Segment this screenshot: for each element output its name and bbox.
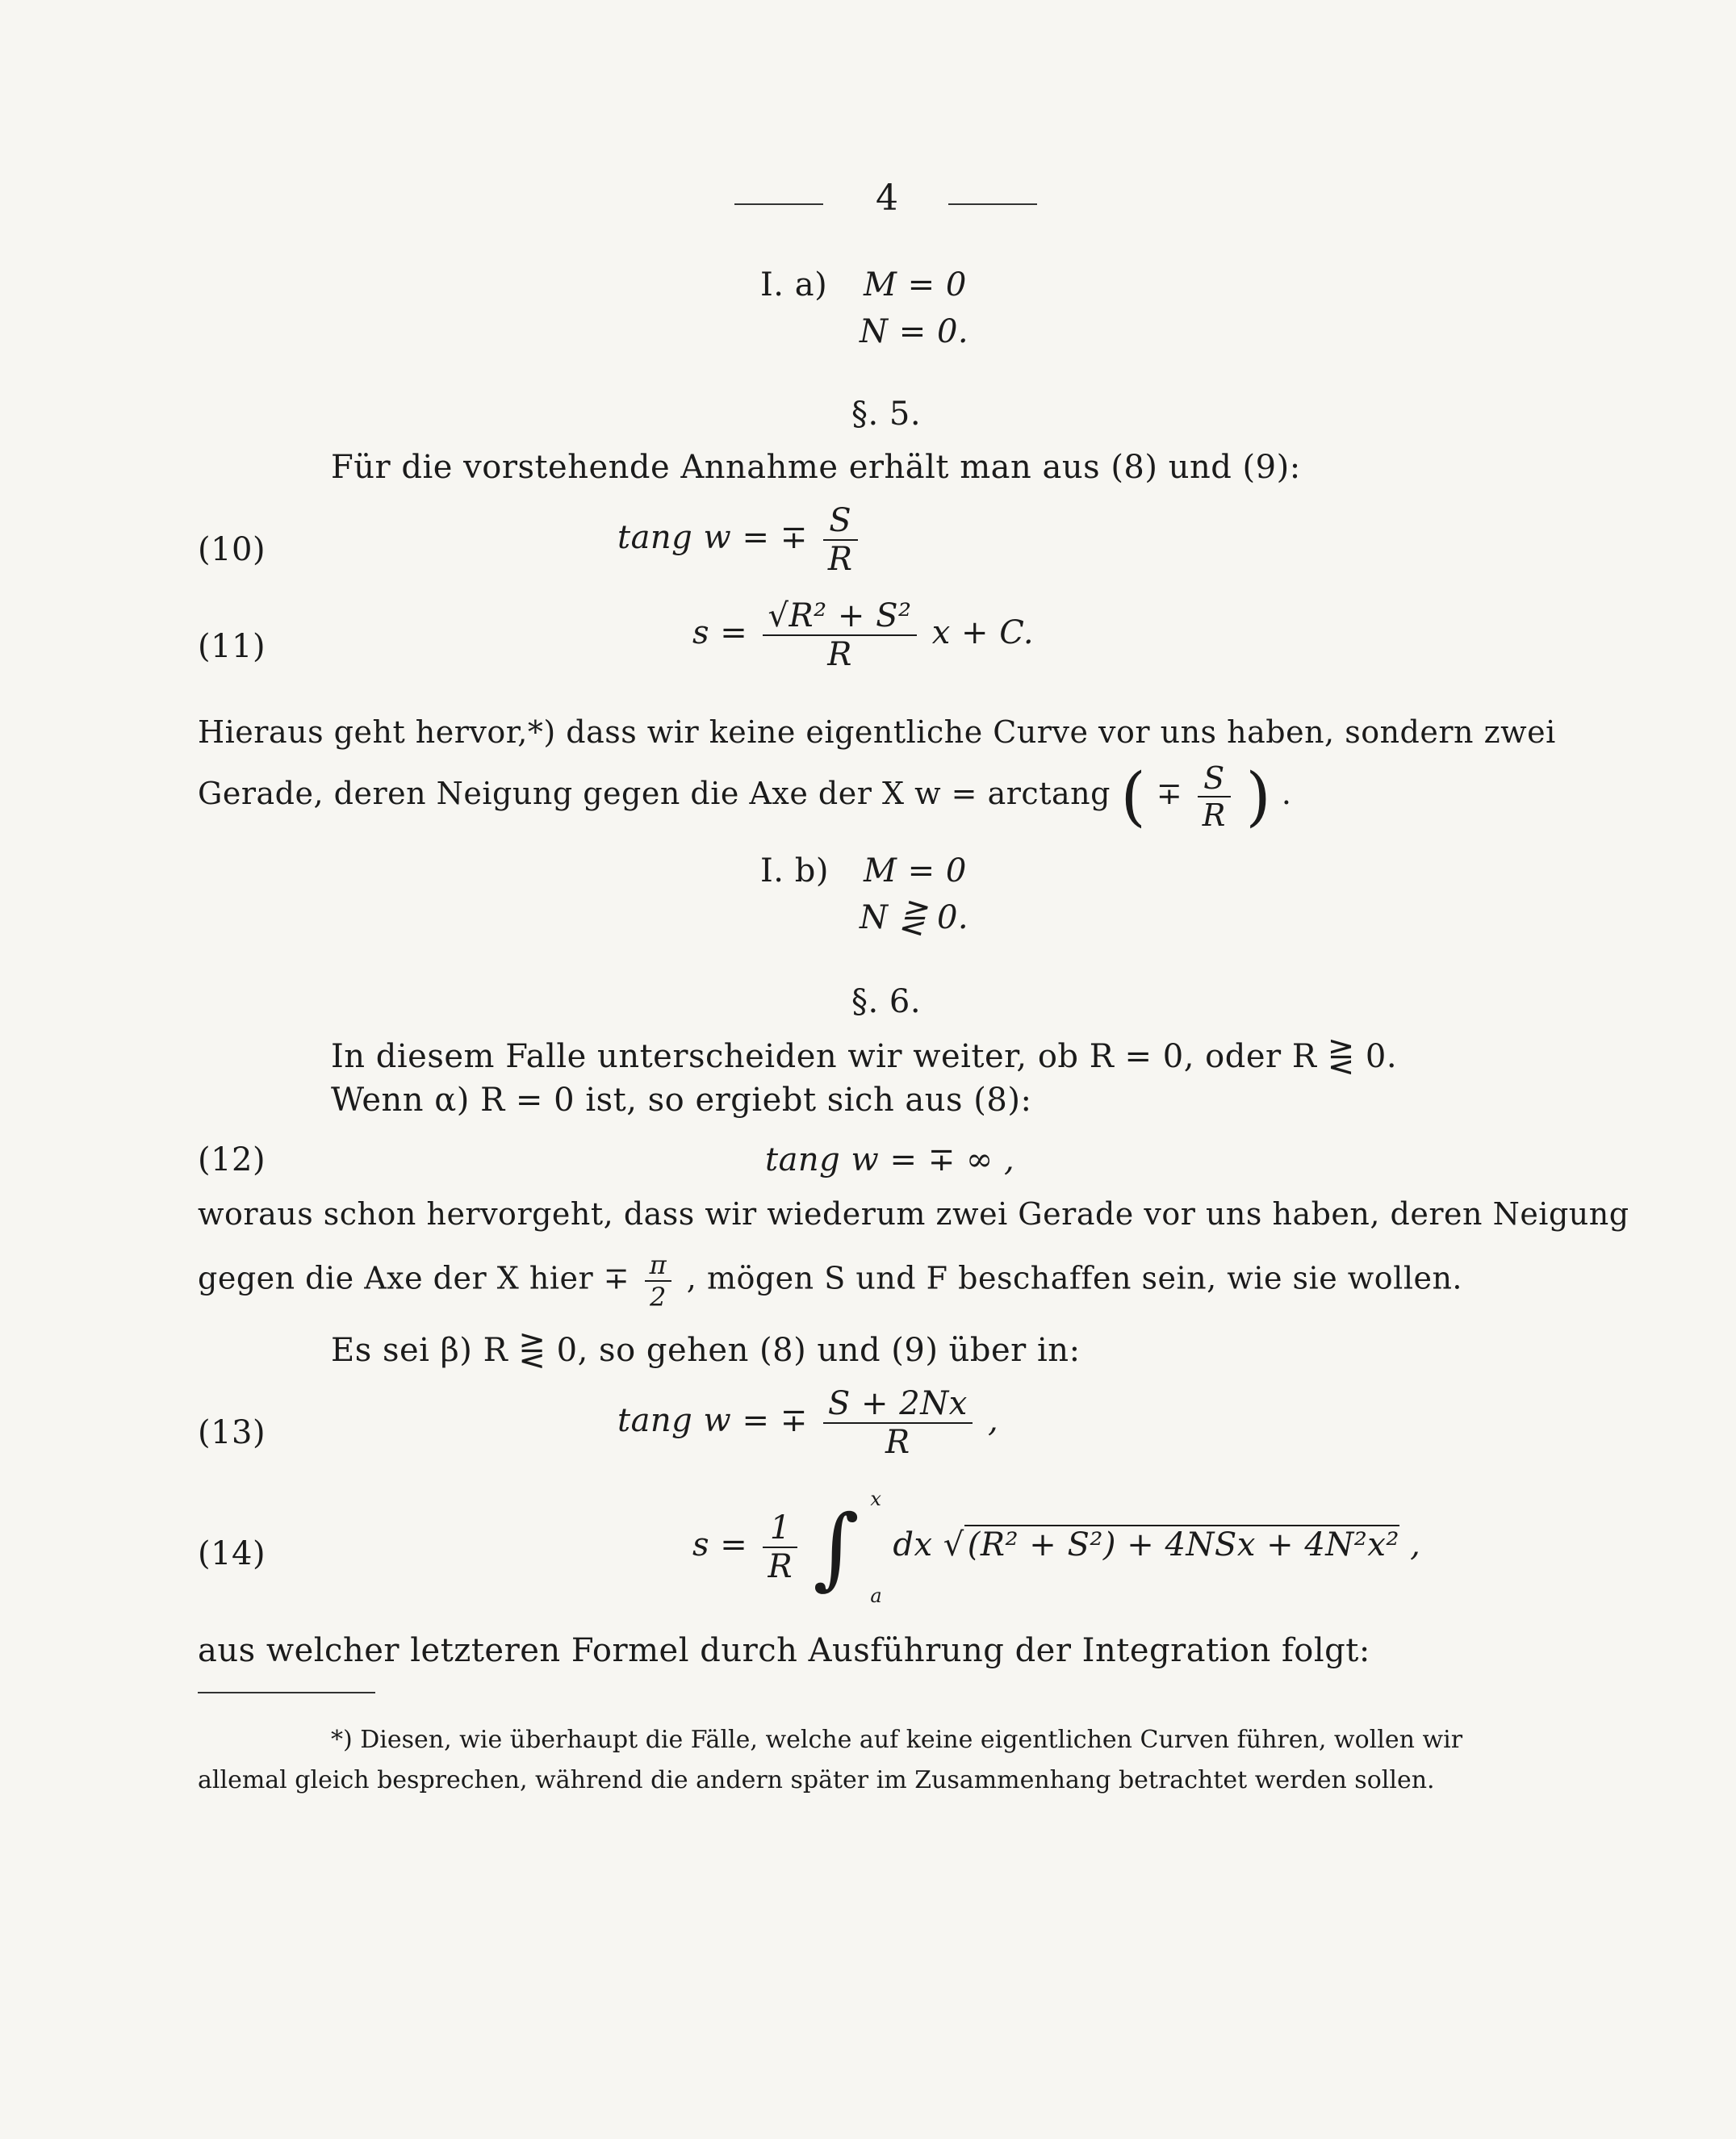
eq-11-lhs: s = xyxy=(692,614,748,651)
close-paren: ) xyxy=(1245,759,1272,834)
eq-10 xyxy=(617,502,863,578)
eq-14-num: 1 xyxy=(763,1509,797,1548)
paragraph-2-fraction xyxy=(645,1249,672,1312)
section-5-intro: Für die vorstehende Annahme erhält man aus (8) und (9): xyxy=(331,449,1301,486)
sqrt-sign: √ xyxy=(943,1526,964,1563)
paragraph-1-sign: ∓ xyxy=(1156,776,1183,811)
paragraph-2-line-2b: , mögen S und F beschaffen sein, wie sie wollen. xyxy=(686,1260,1463,1296)
paragraph-1-line-2-text: Gerade, deren Neigung gegen die Axe der X w = arctang xyxy=(198,776,1111,811)
eq-10-fraction xyxy=(823,502,858,578)
eq-14 xyxy=(692,1489,1420,1605)
paragraph-2-line-2 xyxy=(198,1249,1462,1312)
case-1a-label: I. a) xyxy=(760,266,828,303)
eq-11-den: R xyxy=(827,636,852,673)
integral-sign: ∫ xyxy=(813,1496,860,1599)
eq-14-number: (14) xyxy=(198,1535,266,1572)
eq-13-den: R xyxy=(885,1424,910,1461)
integral-upper-limit: x xyxy=(870,1488,882,1510)
paragraph-2-line-2a: gegen die Axe der X hier ∓ xyxy=(198,1260,630,1296)
paragraph-1-line-1: Hieraus geht hervor,*) dass wir keine eigentliche Curve vor uns haben, sondern zwei xyxy=(198,714,1556,750)
eq-12-number: (12) xyxy=(198,1141,266,1178)
eq-11-num: √R² + S² xyxy=(763,597,916,636)
footnote-rule xyxy=(198,1692,375,1693)
case-1a-eq2: N = 0. xyxy=(860,313,969,350)
header-rule-left xyxy=(734,203,823,205)
paragraph-2-line-1: woraus schon hervorgeht, dass wir wiederum zwei Gerade vor uns haben, deren Neigung xyxy=(198,1196,1629,1232)
page-number: 4 xyxy=(876,178,899,219)
eq-13-fraction xyxy=(823,1385,973,1461)
paragraph-1-line-2 xyxy=(198,759,1291,834)
eq-14-radicand: (R² + S²) + 4NSx + 4N²x² xyxy=(964,1525,1399,1563)
paragraph-1-den: R xyxy=(1202,797,1226,833)
paragraph-1-num: S xyxy=(1198,760,1231,797)
eq-10-den: R xyxy=(827,541,853,578)
case-1b-eq1: M = 0 xyxy=(864,852,967,890)
eq-14-lhs: s = xyxy=(692,1526,748,1563)
paragraph-2-den: 2 xyxy=(649,1282,667,1312)
paragraph-3-line-1: aus welcher letzteren Formel durch Ausführung der Integration folgt: xyxy=(198,1632,1370,1669)
open-paren: ( xyxy=(1120,759,1147,834)
footnote-line-1: *) Diesen, wie überhaupt die Fälle, welche auf keine eigentlichen Curven führen, wollen wir xyxy=(331,1726,1463,1754)
eq-10-lhs: tang w = ∓ xyxy=(617,519,808,556)
integral-lower-limit: a xyxy=(870,1584,883,1607)
eq-13 xyxy=(617,1385,998,1461)
eq-10-num: S xyxy=(823,502,858,541)
case-1b-label: I. b) xyxy=(760,852,829,890)
eq-13-lhs: tang w = ∓ xyxy=(617,1402,808,1439)
eq-12: tang w = ∓ ∞ , xyxy=(765,1141,1015,1178)
eq-11-number: (11) xyxy=(198,628,266,665)
eq-14-fraction xyxy=(763,1509,797,1585)
eq-13-num: S + 2Nx xyxy=(823,1385,973,1424)
eq-14-den: R xyxy=(768,1548,793,1585)
eq-11-rhs: x + C. xyxy=(931,614,1035,651)
eq-11-fraction xyxy=(763,597,916,673)
paragraph-2-line-3: Es sei β) R ⋛ 0, so gehen (8) und (9) über in: xyxy=(331,1332,1081,1369)
section-5-title: §. 5. xyxy=(851,396,922,433)
header-rule-right xyxy=(948,203,1037,205)
paragraph-1-fraction xyxy=(1198,760,1231,833)
eq-14-integrand: dx xyxy=(893,1526,933,1563)
eq-13-number: (13) xyxy=(198,1414,266,1451)
eq-11 xyxy=(692,597,1034,673)
eq-10-number: (10) xyxy=(198,531,266,568)
case-1b-eq2: N ⋛ 0. xyxy=(860,899,969,936)
case-1a-eq1: M = 0 xyxy=(864,266,967,303)
integral-limits xyxy=(870,1489,882,1605)
section-6-line-2: Wenn α) R = 0 ist, so ergiebt sich aus (8): xyxy=(331,1082,1032,1119)
section-6-line-1: In diesem Falle unterscheiden wir weiter, ob R = 0, oder R ⋛ 0. xyxy=(331,1038,1398,1075)
paragraph-2-num: π xyxy=(645,1249,672,1282)
eq-13-end: , xyxy=(988,1402,999,1439)
footnote-line-2: allemal gleich besprechen, während die andern später im Zusammenhang betrachtet werden sollen. xyxy=(198,1766,1435,1794)
eq-14-end: , xyxy=(1410,1526,1421,1563)
paragraph-1-end: . xyxy=(1281,776,1292,811)
section-6-title: §. 6. xyxy=(851,983,922,1020)
